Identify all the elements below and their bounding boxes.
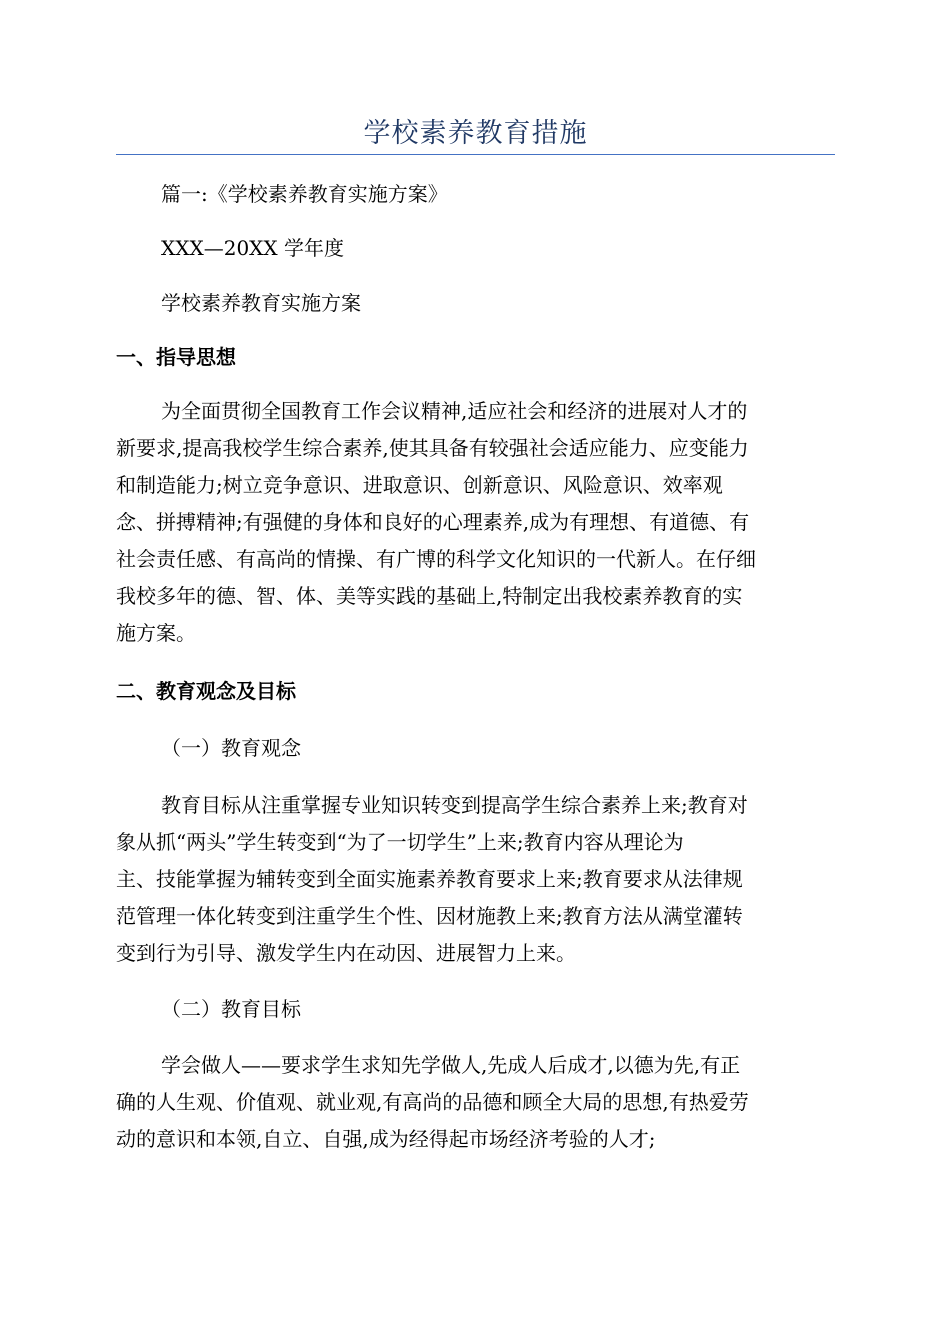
paragraph-line: 社会责任感、有高尚的情操、有广博的科学文化知识的一代新人。在仔细: [116, 547, 756, 571]
paragraph-line: 念、拼搏精神;有强健的身体和良好的心理素养,成为有理想、有道德、有: [116, 510, 750, 534]
paragraph-line: 新要求,提高我校学生综合素养,使其具备有较强社会适应能力、应变能力: [116, 436, 749, 460]
paragraph-line: 教育目标从注重掌握专业知识转变到提高学生综合素养上来;教育对: [161, 793, 748, 817]
paragraph-line: 和制造能力;树立竞争意识、进取意识、创新意识、风险意识、效率观: [116, 473, 723, 497]
paragraph-line: 施方案。: [116, 621, 196, 645]
paragraph-line: 范管理一体化转变到注重学生个性、因材施教上来;教育方法从满堂灌转: [116, 904, 743, 928]
document-title: 学校素养教育措施: [363, 118, 588, 149]
paragraph-line: 主、技能掌握为辅转变到全面实施素养教育要求上来;教育要求从法律规: [116, 867, 743, 891]
title-underline: [116, 154, 835, 155]
school-year-line: XXX—20XX 学年度: [161, 236, 344, 260]
subsection-heading-goals: （二）教育目标: [161, 997, 301, 1021]
section-heading-guiding-ideology: 一、指导思想: [116, 345, 236, 369]
paragraph-line: 象从抓“两头”学生转变到“为了一切学生”上来;教育内容从理论为: [116, 830, 684, 854]
paragraph-line: 动的意识和本领,自立、自强,成为经得起市场经济考验的人才;: [116, 1127, 656, 1151]
paragraph-line: 学会做人——要求学生求知先学做人,先成人后成才,以德为先,有正: [161, 1053, 741, 1077]
paragraph-line: 我校多年的德、智、体、美等实践的基础上,特制定出我校素养教育的实: [116, 584, 743, 608]
subsection-heading-concepts: （一）教育观念: [161, 736, 301, 760]
paragraph-line: 为全面贯彻全国教育工作会议精神,适应社会和经济的进展对人才的: [161, 399, 748, 423]
section-heading-concepts-goals: 二、教育观念及目标: [116, 679, 296, 703]
chapter-heading: 篇一:《学校素养教育实施方案》: [161, 182, 448, 206]
paragraph-line: 确的人生观、价值观、就业观,有高尚的品德和顾全大局的思想,有热爱劳: [116, 1090, 749, 1114]
paragraph-line: 变到行为引导、激发学生内在动因、进展智力上来。: [116, 941, 576, 965]
plan-title-line: 学校素养教育实施方案: [161, 291, 361, 315]
